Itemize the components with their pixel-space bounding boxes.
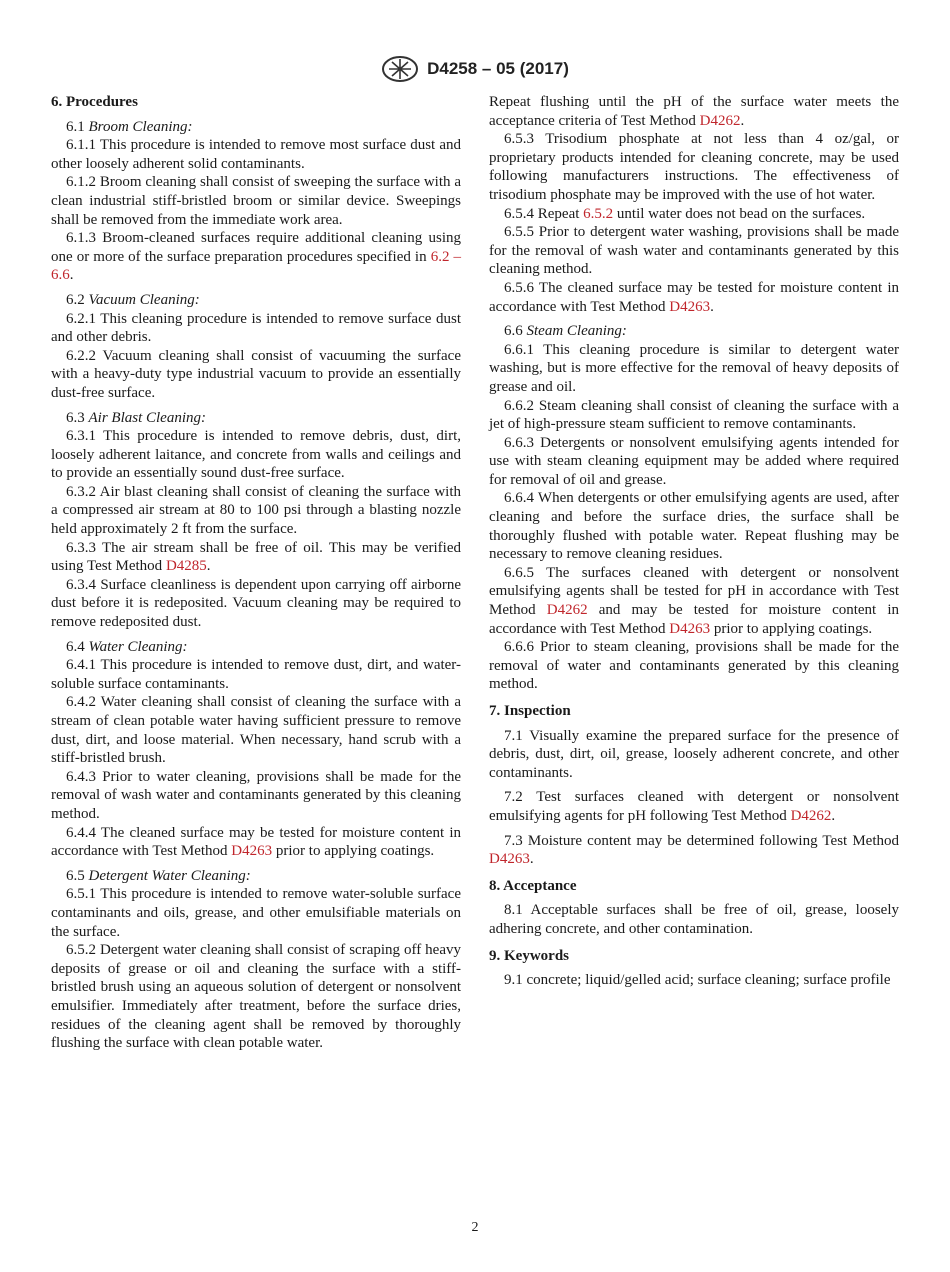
link-d4263[interactable]: D4263 [231,843,273,860]
paragraph-6-5-3: 6.5.3 Trisodium phosphate at not less than 4 oz/gal, or proprietary products intended for cleaning concrete, may be used following manufacturers instructions. The effectiveness of trisodium phosphate may be improved with the use of hot water. [489,131,899,203]
paragraph-8-1: 8.1 Acceptable surfaces shall be free of oil, grease, loosely adhering concrete, and other contamination. [489,902,899,937]
subsection-6-4-heading: 6.4 Water Cleaning: [66,638,188,655]
paragraph-6-3-2: 6.3.2 Air blast cleaning shall consist of cleaning the surface with a compressed air stream at 80 to 100 psi through a blasting nozzle held approximately 2 ft from the surface. [51,483,461,538]
subsection-6-2-heading: 6.2 Vacuum Cleaning: [66,291,200,308]
paragraph-6-1-3: 6.1.3 Broom-cleaned surfaces require additional cleaning using one or more of the surface preparation procedures specified in 6.2 – 6.6. [51,230,462,284]
paragraph-6-1-1: 6.1.1 This procedure is intended to remove most surface dust and other loosely adherent solid contaminants. [51,137,461,172]
standard-designation: D4258 – 05 (2017) [427,59,569,78]
paragraph-6-4-4: 6.4.4 The cleaned surface may be tested for moisture content in accordance with Test Method D4263 prior to applying coatings. [51,824,461,860]
link-d4263[interactable]: D4263 [669,298,711,315]
paragraph-6-5-4: 6.5.4 Repeat 6.5.2 until water does not bead on the surfaces. [504,205,866,222]
page-header [0,56,950,82]
paragraph-9-1: 9.1 concrete; liquid/gelled acid; surface cleaning; surface profile [504,972,891,989]
astm-logo-icon [381,56,419,82]
paragraph-6-5-2-continued: Repeat flushing until the pH of the surface water meets the acceptance criteria of Test Method D4262. [489,94,899,129]
subsection-6-6-heading: 6.6 Steam Cleaning: [504,323,627,340]
paragraph-6-5-5: 6.5.5 Prior to detergent water washing, provisions shall be made for the removal of wash water and contaminants generated by this cleaning method. [489,224,899,278]
link-d4262[interactable]: D4262 [790,807,832,824]
paragraph-6-2-1: 6.2.1 This cleaning procedure is intended to remove surface dust and other debris. [51,310,461,346]
subsection-6-1-heading: 6.1 Broom Cleaning: [66,118,193,135]
paragraph-6-6-1: 6.6.1 This cleaning procedure is similar to detergent water washing, but is more effective for the removal of heavy deposits of grease and oil. [489,341,899,395]
paragraph-6-2-2: 6.2.2 Vacuum cleaning shall consist of vacuuming the surface with a heavy-duty type industrial vacuum to provide an essentially dust-free surface. [51,347,461,401]
section-7-heading: 7. Inspection [489,703,571,719]
paragraph-6-6-4: 6.6.4 When detergents or other emulsifying agents are used, after cleaning and before the surface dries, the surface shall be thoroughly flushed with potable water. Repeat flushing may be necessary to remove cleaning residues. [489,490,899,563]
paragraph-6-6-5: 6.6.5 The surfaces cleaned with detergent or nonsolvent emulsifying agents shall be tested for pH in accordance with Test Method D4262 and may be tested for moisture content in accordance with Test Method D4263 prior to applying coatings. [489,564,900,637]
section-9-heading: 9. Keywords [489,947,569,964]
link-d4263[interactable]: D4263 [489,851,530,868]
paragraph-7-1: 7.1 Visually examine the prepared surface for the presence of debris, dust, dirt, oil, grease, loosely adherent concrete, and other contaminants. [489,727,899,781]
paragraph-6-3-4: 6.3.4 Surface cleanliness is dependent upon carrying off airborne dust before it is redeposited. Vacuum cleaning may be required to remove redeposited dust. [51,576,461,631]
link-6-5-2[interactable]: 6.5.2 [583,205,614,222]
paragraph-6-5-1: 6.5.1 This procedure is intended to remove water-soluble surface contaminants and oils, grease, and other emulsifiable materials on the surface. [51,886,461,940]
right-column [489,93,899,990]
section-8-heading: 8. Acceptance [489,877,577,894]
paragraph-7-2: 7.2 Test surfaces cleaned with detergent or nonsolvent emulsifying agents for pH following Test Method D4262. [489,789,899,824]
paragraph-6-5-2: 6.5.2 Detergent water cleaning shall consist of scraping off heavy deposits of grease or oil and cleaning the surface with a stiff-bristled brush using an aqueous solution of detergent or nonsolvent emulsifier. Immediately after treatment, before the surface dries, residues of the cleaning agent shall be removed by thoroughly flushing the surface with clean potable water. [51,942,461,1052]
link-d4285[interactable]: D4285 [165,558,207,575]
link-d4263[interactable]: D4263 [669,620,711,637]
paragraph-6-6-3: 6.6.3 Detergents or nonsolvent emulsifying agents intended for use with steam cleaning equipment may be added where required for removal of oil and grease. [489,434,899,488]
paragraph-6-5-6: 6.5.6 The cleaned surface may be tested for moisture content in accordance with Test Method D4263. [489,279,899,315]
paragraph-6-6-2: 6.6.2 Steam cleaning shall consist of cleaning the surface with a jet of high-pressure steam sufficient to remove contaminants. [489,397,899,433]
link-d4262[interactable]: D4262 [699,112,741,129]
left-column [51,93,461,1053]
paragraph-6-3-1: 6.3.1 This procedure is intended to remove debris, dust, dirt, loosely adherent laitance, and concrete from walls and ceilings and to provide an essentially sound dust-free surface. [51,428,461,482]
link-d4262[interactable]: D4262 [546,602,588,619]
paragraph-6-3-3: 6.3.3 The air stream shall be free of oil. This may be verified using Test Method D4285. [51,539,461,575]
link-6-2-6-6[interactable]: 6.2 – 6.6 [51,248,462,284]
page-number: 2 [471,1220,479,1235]
paragraph-6-1-2: 6.1.2 Broom cleaning shall consist of sweeping the surface with a clean industrial stiff-bristled broom or similar device. Sweepings shall be removed from the immediate work area. [51,174,461,228]
paragraph-6-4-2: 6.4.2 Water cleaning shall consist of cleaning the surface with a stream of clean potable water having sufficient pressure to remove dust, dirt, and loose material. When necessary, hand scrub with a stiff-bristled brush. [51,694,461,767]
paragraph-6-4-3: 6.4.3 Prior to water cleaning, provisions shall be made for the removal of wash water and contaminants generated by this cleaning method. [51,768,461,822]
paragraph-6-6-6: 6.6.6 Prior to steam cleaning, provisions shall be made for the removal of water and contaminants generated by this cleaning method. [489,639,899,693]
paragraph-6-4-1: 6.4.1 This procedure is intended to remove dust, dirt, and water-soluble surface contaminants. [51,657,461,692]
subsection-6-5-heading: 6.5 Detergent Water Cleaning: [66,867,251,884]
subsection-6-3-heading: 6.3 Air Blast Cleaning: [66,409,206,426]
section-6-heading: 6. Procedures [51,94,138,110]
paragraph-7-3: 7.3 Moisture content may be determined following Test Method D4263. [489,832,899,868]
